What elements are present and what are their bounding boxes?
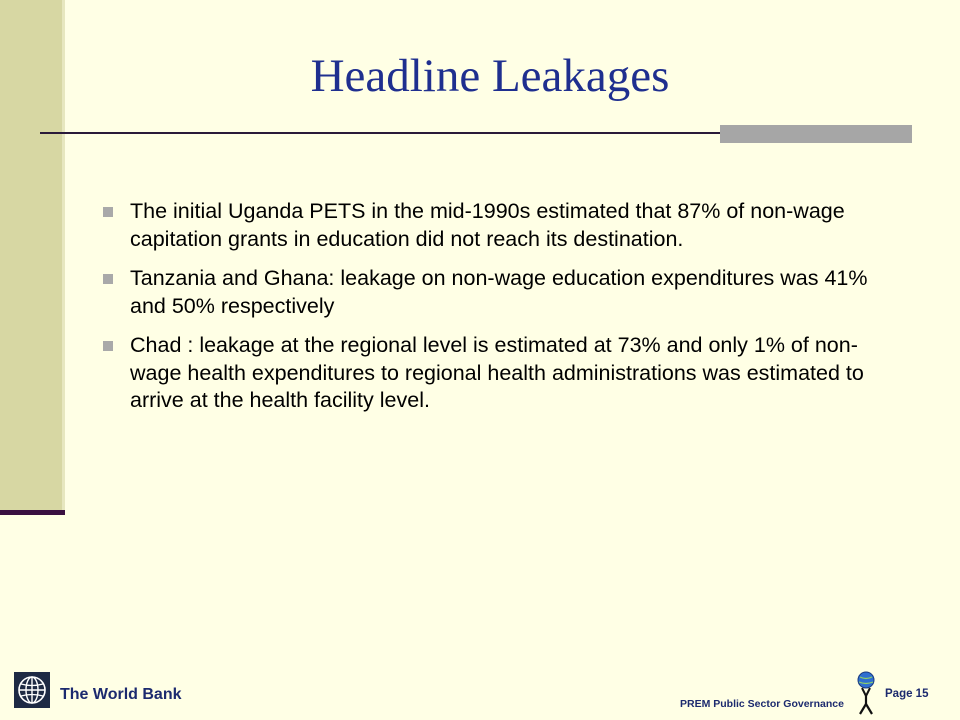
- square-bullet-icon: [103, 341, 113, 351]
- slide-title: Headline Leakages: [310, 50, 670, 102]
- world-bank-globe-icon: [14, 672, 50, 708]
- unit-name: PREM Public Sector Governance: [680, 698, 844, 710]
- square-bullet-icon: [103, 207, 113, 217]
- bullet-item: [100, 198, 900, 253]
- bullet-text: The initial Uganda PETS in the mid-1990s estimated that 87% of non-wage capitation grants in education did not reach its destination.: [130, 199, 845, 251]
- bullet-list: [100, 198, 900, 427]
- page-number: Page 15: [885, 688, 929, 700]
- bullet-text: Chad : leakage at the regional level is estimated at 73% and only 1% of non-wage health expenditures to regional health administrations was estimated to arrive at the health facility level.: [130, 333, 864, 412]
- left-band-accent-bar: [0, 510, 65, 515]
- square-bullet-icon: [103, 274, 113, 284]
- figure-holding-globe-icon: [852, 670, 880, 716]
- organization-name: The World Bank: [60, 686, 182, 703]
- bullet-text: Tanzania and Ghana: leakage on non-wage education expenditures was 41% and 50% respectively: [130, 266, 868, 318]
- title-divider-block: [720, 125, 912, 143]
- bullet-item: [100, 265, 900, 320]
- bullet-item: [100, 332, 900, 415]
